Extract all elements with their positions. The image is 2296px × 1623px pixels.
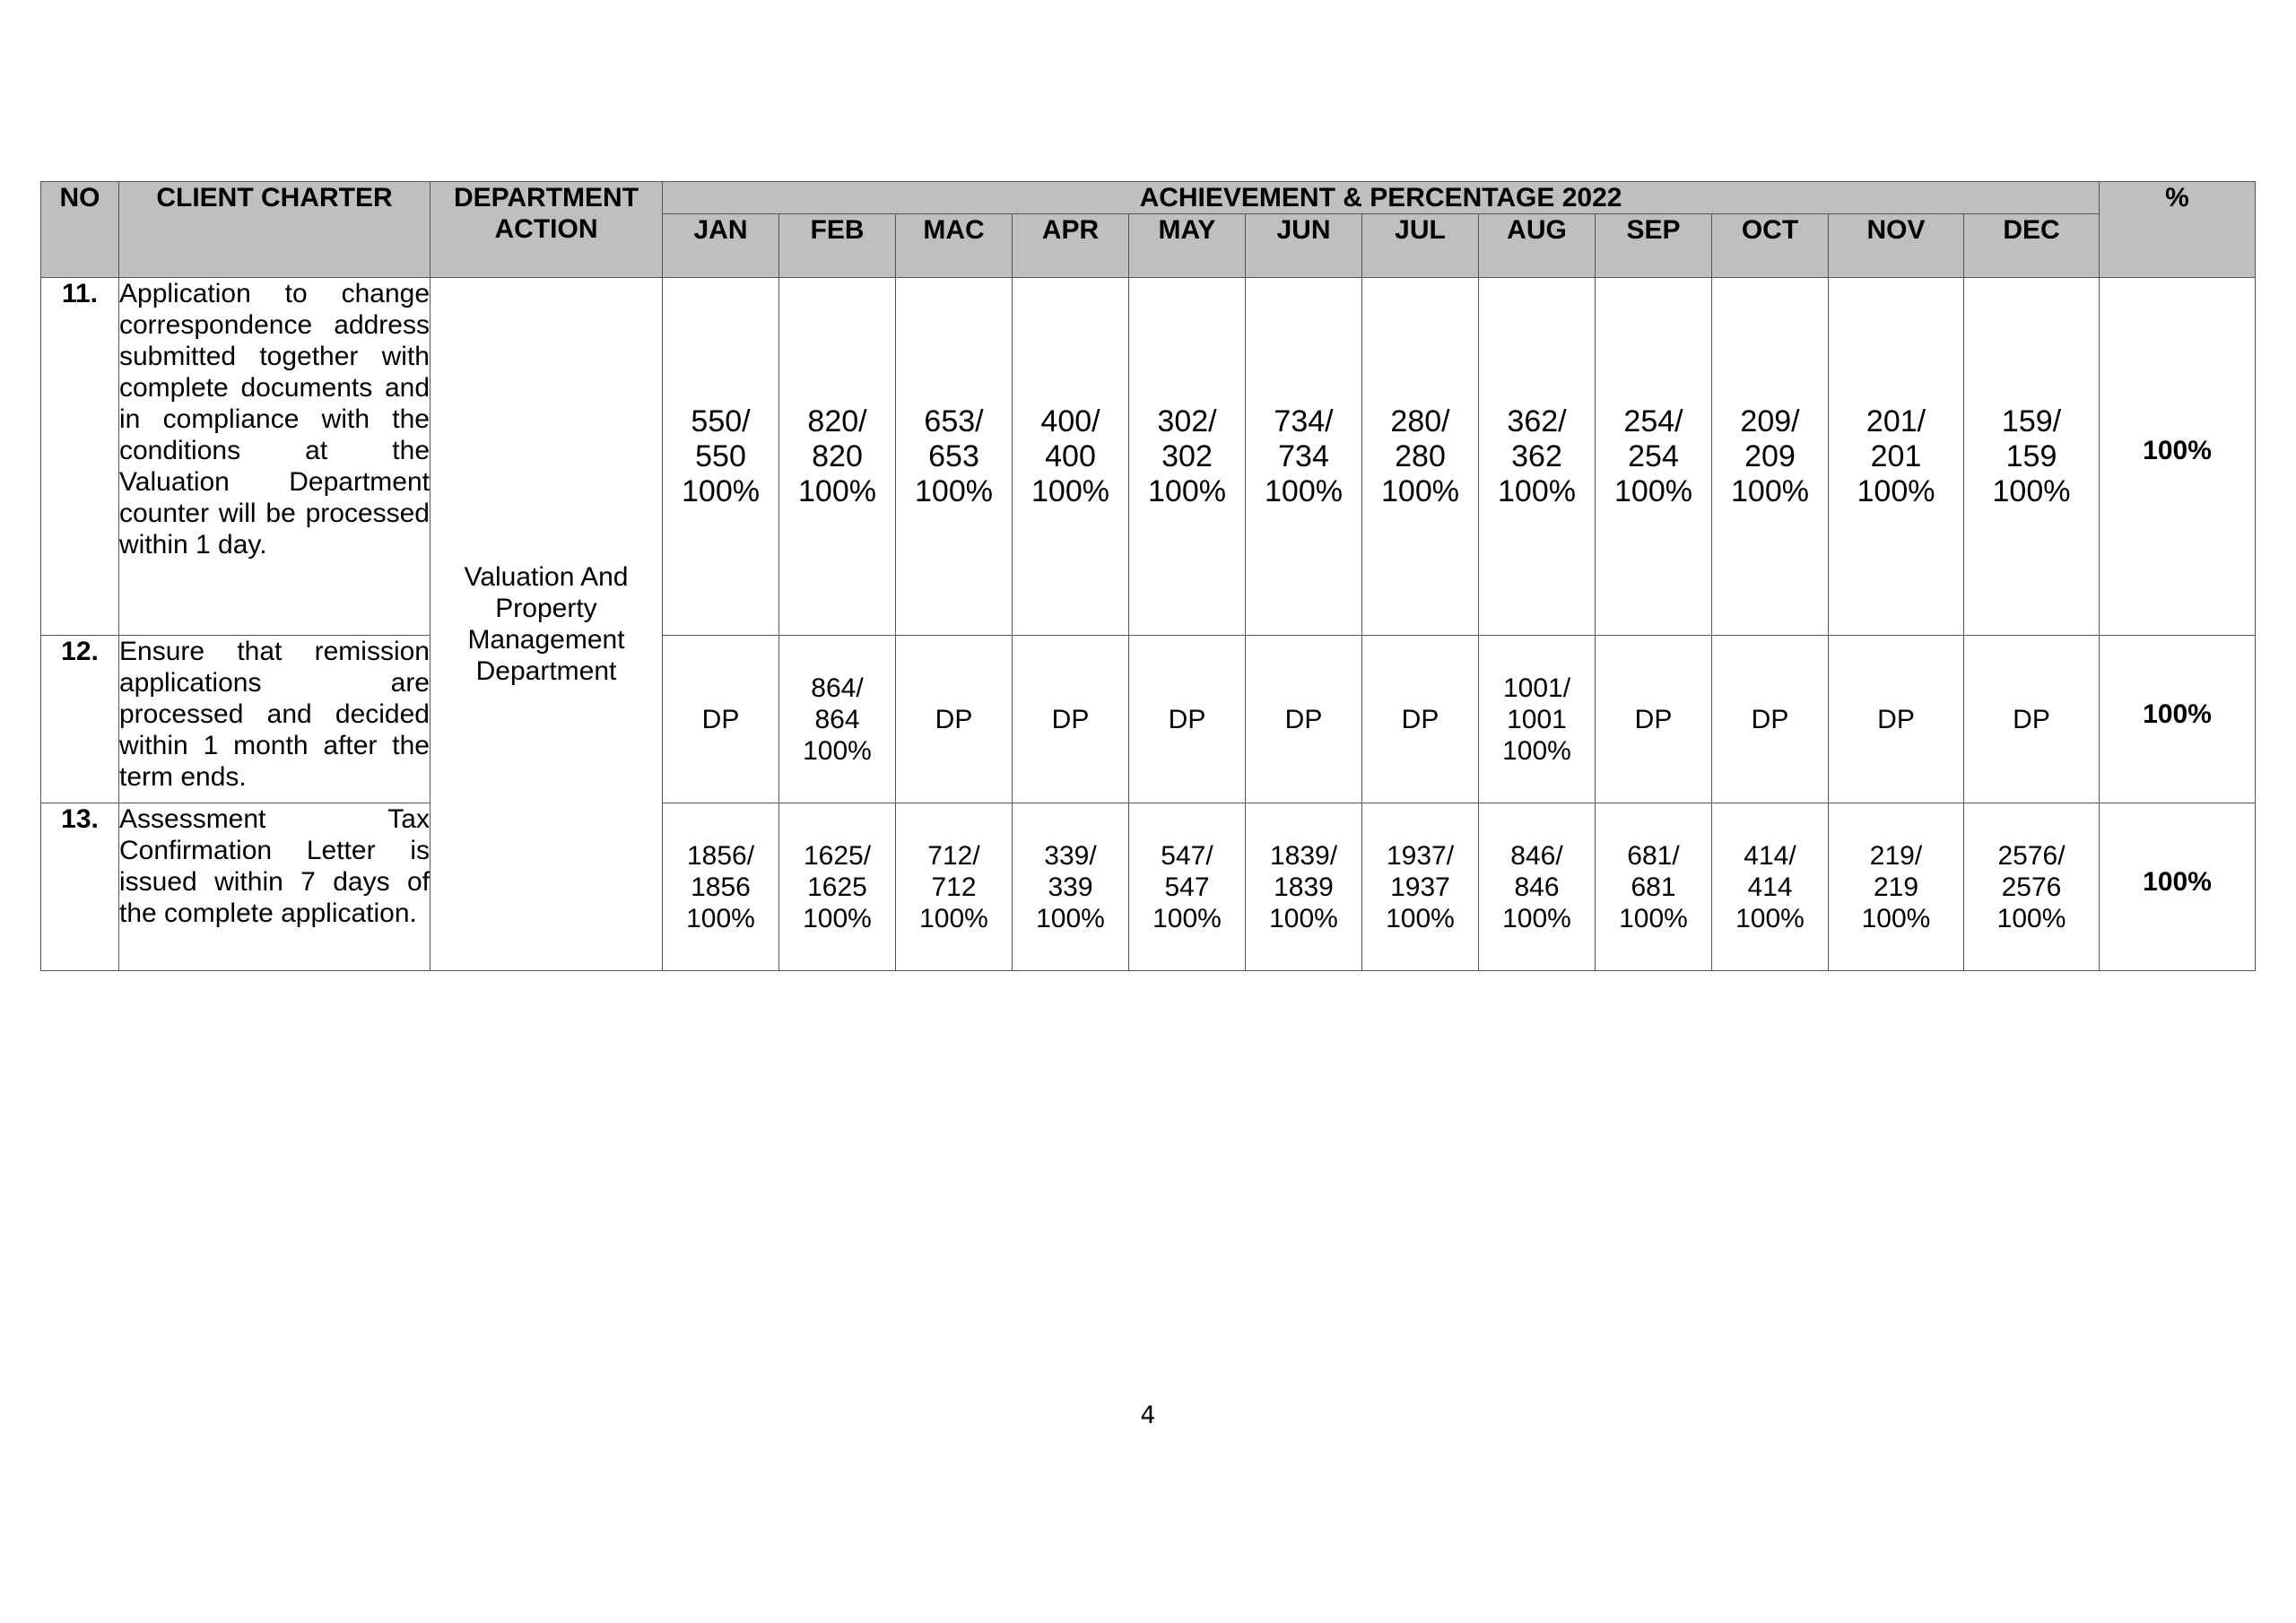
total-percentage: 100%	[2100, 803, 2256, 971]
achievement-group-header: ACHIEVEMENT & PERCENTAGE 2022	[663, 182, 2100, 214]
value-text: DP	[2013, 704, 2050, 734]
month-header-jun: JUN	[1246, 214, 1362, 278]
value-text: DP	[1751, 704, 1789, 734]
row-number: 11.	[41, 278, 119, 636]
value-cell-jun	[1246, 803, 1362, 971]
value-cell-jul	[1362, 278, 1479, 636]
value-text: 159/ 159 100%	[1992, 404, 2071, 508]
client-charter-table	[40, 181, 2256, 971]
value-cell-mac	[896, 278, 1013, 636]
value-cell-nov	[1829, 636, 1964, 803]
value-text: 2576/ 2576 100%	[1996, 840, 2066, 933]
value-cell-mac	[896, 636, 1013, 803]
value-text: 209/ 209 100%	[1731, 404, 1809, 508]
month-header-sep: SEP	[1596, 214, 1712, 278]
value-text: 201/ 201 100%	[1857, 404, 1935, 508]
value-cell-feb	[779, 803, 896, 971]
value-text: 400/ 400 100%	[1031, 404, 1109, 508]
value-text: DP	[1634, 704, 1673, 734]
page-number: 4	[1140, 1402, 1156, 1429]
value-text: 547/ 547 100%	[1152, 840, 1222, 933]
value-cell-apr	[1013, 803, 1129, 971]
row-number: 12.	[41, 636, 119, 803]
month-header-apr: APR	[1013, 214, 1129, 278]
total-percentage: 100%	[2100, 278, 2256, 636]
header-row-top	[41, 182, 2256, 214]
value-text: 1856/ 1856 100%	[686, 840, 755, 933]
client-charter-header: CLIENT CHARTER	[119, 182, 430, 278]
value-cell-jul	[1362, 636, 1479, 803]
value-text: 280/ 280 100%	[1381, 404, 1459, 508]
value-cell-aug	[1479, 278, 1596, 636]
value-cell-jan	[663, 278, 779, 636]
month-header-dec: DEC	[1964, 214, 2100, 278]
charter-description: Application to change correspondence address submitted together with complete documents and in compliance with the conditions at the Valuation Department counter will be processed within 1 day.	[119, 278, 430, 636]
value-text: DP	[1877, 704, 1915, 734]
value-text: 254/ 254 100%	[1614, 404, 1692, 508]
value-cell-jan	[663, 636, 779, 803]
value-text: 712/ 712 100%	[919, 840, 988, 933]
value-text: 1625/ 1625 100%	[803, 840, 872, 933]
table-row	[41, 278, 2256, 636]
value-text: 846/ 846 100%	[1502, 840, 1571, 933]
month-header-may: MAY	[1129, 214, 1246, 278]
value-cell-oct	[1712, 278, 1829, 636]
value-text: 414/ 414 100%	[1735, 840, 1805, 933]
value-cell-jan	[663, 803, 779, 971]
value-text: DP	[1284, 704, 1323, 734]
value-cell-may	[1129, 278, 1246, 636]
value-cell-feb	[779, 278, 896, 636]
department-name: Valuation And Property Management Department	[430, 278, 663, 971]
value-cell-mac	[896, 803, 1013, 971]
month-header-mac: MAC	[896, 214, 1013, 278]
value-cell-apr	[1013, 278, 1129, 636]
month-header-aug: AUG	[1479, 214, 1596, 278]
value-cell-aug	[1479, 636, 1596, 803]
month-header-jul: JUL	[1362, 214, 1479, 278]
value-cell-sep	[1596, 636, 1712, 803]
value-text: 820/ 820 100%	[798, 404, 876, 508]
month-header-jan: JAN	[663, 214, 779, 278]
value-text: 734/ 734 100%	[1265, 404, 1343, 508]
no-header: NO	[41, 182, 119, 278]
value-text: 362/ 362 100%	[1498, 404, 1576, 508]
value-cell-dec	[1964, 636, 2100, 803]
month-header-nov: NOV	[1829, 214, 1964, 278]
value-cell-apr	[1013, 636, 1129, 803]
value-cell-feb	[779, 636, 896, 803]
value-cell-nov	[1829, 803, 1964, 971]
value-text: 550/ 550 100%	[682, 404, 760, 508]
value-text: 653/ 653 100%	[915, 404, 993, 508]
value-cell-jun	[1246, 278, 1362, 636]
value-cell-sep	[1596, 803, 1712, 971]
table-row	[41, 803, 2256, 971]
value-cell-jun	[1246, 636, 1362, 803]
value-text: 1001/ 1001 100%	[1502, 673, 1571, 766]
value-text: 302/ 302 100%	[1148, 404, 1226, 508]
value-text: 219/ 219 100%	[1861, 840, 1931, 933]
value-cell-dec	[1964, 278, 2100, 636]
row-number: 13.	[41, 803, 119, 971]
value-text: 1937/ 1937 100%	[1386, 840, 1455, 933]
value-text: DP	[935, 704, 973, 734]
value-text: 681/ 681 100%	[1619, 840, 1688, 933]
value-cell-may	[1129, 803, 1246, 971]
value-cell-sep	[1596, 278, 1712, 636]
value-text: DP	[1168, 704, 1206, 734]
total-percentage: 100%	[2100, 636, 2256, 803]
charter-description: Ensure that remission applications are processed and decided within 1 month after the term ends.	[119, 636, 430, 803]
value-cell-dec	[1964, 803, 2100, 971]
value-cell-oct	[1712, 636, 1829, 803]
department-action-header: DEPARTMENT ACTION	[430, 182, 663, 278]
value-text: DP	[1051, 704, 1090, 734]
charter-description: Assessment Tax Confirmation Letter is issued within 7 days of the complete application.	[119, 803, 430, 971]
value-cell-oct	[1712, 803, 1829, 971]
value-cell-aug	[1479, 803, 1596, 971]
value-text: DP	[701, 704, 740, 734]
month-header-oct: OCT	[1712, 214, 1829, 278]
value-text: 864/ 864 100%	[803, 673, 872, 766]
value-text: 1839/ 1839 100%	[1269, 840, 1338, 933]
value-text: DP	[1401, 704, 1439, 734]
month-header-feb: FEB	[779, 214, 896, 278]
value-cell-nov	[1829, 278, 1964, 636]
value-text: 339/ 339 100%	[1036, 840, 1105, 933]
table-row	[41, 636, 2256, 803]
value-cell-jul	[1362, 803, 1479, 971]
value-cell-may	[1129, 636, 1246, 803]
percent-header: %	[2100, 182, 2256, 278]
